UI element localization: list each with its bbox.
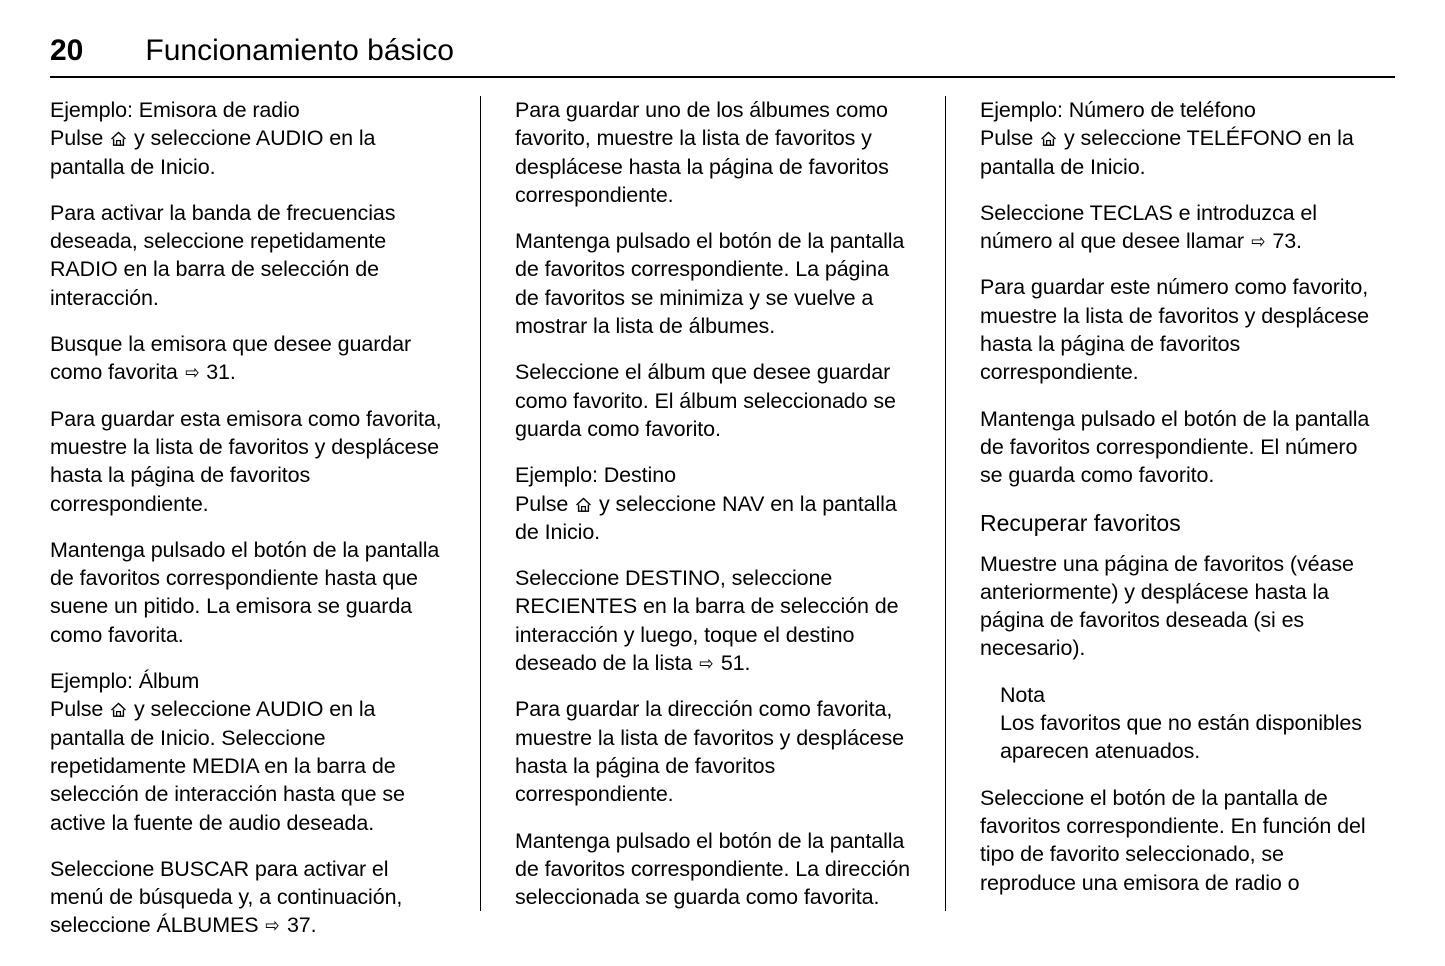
page-reference (698, 651, 750, 675)
para-ejemplo-telefono (980, 96, 1376, 181)
para-guardar-numero: Para guardar este número como favorito, muestre la lista de favoritos y desplácese hasta la página de favoritos correspondiente. (980, 275, 1369, 385)
para-ejemplo-emisora (50, 96, 446, 181)
para-text: Seleccione DESTINO, seleccione RECIENTES en la barra de selección de interacción y luego, toque el destino deseado de la lista (515, 566, 899, 676)
para-guardar-album-favorito: Para guardar uno de los álbumes como favorito, muestre la lista de favoritos y desplácese hasta la página de favoritos correspondiente. (515, 98, 889, 207)
para-line: y seleccione AUDIO en la pantalla de Inicio. Seleccione repetidamente MEDIA en la barra de selección de interacción hasta que se active la fuente de audio deseada. (50, 697, 405, 835)
para-line: Pulse (980, 126, 1040, 151)
para-ejemplo-album (50, 667, 446, 837)
reference-page: 51. (720, 651, 751, 676)
text-column-2 (515, 96, 911, 924)
reference-page: 37. (286, 913, 317, 938)
reference-page: 31. (206, 360, 236, 385)
reference-arrow-icon: ⇨ (699, 653, 714, 676)
para-line: Pulse (515, 491, 575, 516)
para-mantenga-pulsado-numero: Mantenga pulsado el botón de la pantalla de favoritos correspondiente. El número se guarda como favorito. (980, 406, 1370, 488)
text-column-1 (50, 96, 446, 938)
para-seleccione-album: Seleccione el álbum que desee guardar como favorito. El álbum seleccionado se guarda como favorito. (515, 360, 896, 441)
column-divider (945, 96, 946, 911)
note-favoritos (1000, 681, 1376, 766)
para-mantenga-pulsado-emisora: Mantenga pulsado el botón de la pantalla de favoritos correspondiente hasta que suene un pitido. La emisora se guarda como favorita. (50, 537, 440, 647)
home-icon (110, 131, 127, 147)
para-mantenga-pulsado-direccion: Mantenga pulsado el botón de la pantalla de favoritos correspondiente. La dirección seleccionada se guarda como favorita. (515, 828, 910, 910)
para-line: Pulse (50, 126, 110, 151)
page-number: 20 (50, 34, 84, 67)
page-reference (184, 360, 236, 384)
column-container (50, 96, 1395, 938)
para-line: y seleccione NAV en la pantalla de Inicio. (515, 491, 897, 544)
page-reference (264, 913, 316, 937)
reference-arrow-icon: ⇨ (1251, 231, 1266, 254)
para-text: Busque la emisora que desee guardar como favorita (50, 332, 412, 385)
para-line: Ejemplo: Número de teléfono (980, 98, 1256, 122)
reference-arrow-icon: ⇨ (265, 915, 280, 938)
para-ejemplo-destino (515, 461, 911, 546)
home-icon (1040, 131, 1057, 147)
para-seleccione-destino (515, 564, 911, 677)
heading-recuperar-favoritos: Recuperar favoritos (980, 509, 1181, 536)
note-body: Los favoritos que no están disponibles aparecen atenuados. (1000, 711, 1362, 764)
para-seleccione-teclas (980, 199, 1376, 256)
reference-arrow-icon: ⇨ (184, 362, 200, 385)
para-muestre-pagina: Muestre una página de favoritos (véase anteriormente) y desplácese hasta la página de favoritos deseada (si es necesario). (980, 551, 1354, 661)
page-header (50, 0, 1395, 78)
para-guardar-emisora: Para guardar esta emisora como favorita, muestre la lista de favoritos y desplácese hasta la página de favoritos correspondiente. (50, 406, 442, 516)
para-line: Ejemplo: Emisora de radio (50, 98, 300, 122)
para-guardar-direccion: Para guardar la dirección como favorita, muestre la lista de favoritos y desplácese hasta la página de favoritos correspondiente. (515, 697, 904, 807)
page-title: Funcionamiento básico (145, 34, 454, 67)
page-reference (1250, 229, 1302, 253)
column-divider (480, 96, 481, 911)
para-activar-banda: Para activar la banda de frecuencias deseada, seleccione repetidamente RADIO en la barra de selección de interacción. (50, 200, 396, 310)
para-text: Seleccione TECLAS e introduzca el número al que desee llamar (980, 200, 1317, 254)
para-line: y seleccione AUDIO en la pantalla de Inicio. (50, 126, 376, 179)
para-text: Seleccione BUSCAR para activar el menú de búsqueda y, a continuación, seleccione ÁLBUMES (50, 856, 403, 938)
para-line: y seleccione TELÉFONO en la pantalla de Inicio. (980, 126, 1354, 179)
text-column-3 (980, 96, 1376, 924)
para-seleccione-buscar (50, 855, 446, 940)
para-line: Ejemplo: Álbum (50, 669, 200, 694)
para-line: Pulse (50, 697, 110, 722)
para-seleccione-boton: Seleccione el botón de la pantalla de favoritos correspondiente. En función del tipo de favorito seleccionado, se reproduce una emisora de radio o (980, 785, 1366, 895)
para-busque-emisora (50, 330, 446, 387)
note-label: Nota (1000, 682, 1046, 707)
reference-page: 73. (1272, 229, 1302, 254)
para-mantenga-pulsado-album: Mantenga pulsado el botón de la pantalla de favoritos correspondiente. La página de favoritos se minimiza y se vuelve a mostrar la lista de álbumes. (515, 229, 905, 339)
home-icon (575, 497, 592, 513)
home-icon (110, 702, 127, 718)
para-line: Ejemplo: Destino (515, 463, 676, 488)
